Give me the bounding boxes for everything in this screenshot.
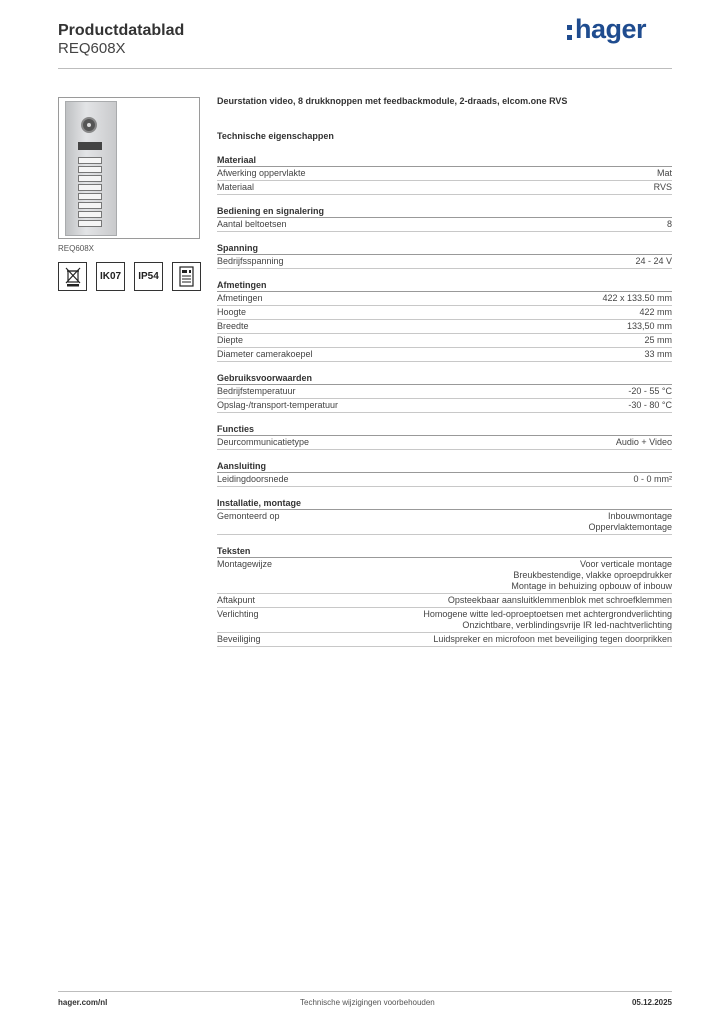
spec-label: Diepte	[217, 335, 244, 345]
spec-group	[217, 154, 672, 195]
spec-row	[217, 633, 672, 647]
spec-value	[667, 219, 672, 230]
spec-group	[217, 423, 672, 450]
speaker-grille	[78, 142, 102, 150]
spec-value	[639, 307, 672, 318]
spec-value-line: Onzichtbare, verblindingsvrije IR led-nachtverlichting	[462, 620, 672, 630]
spec-group-title: Materiaal	[217, 154, 672, 167]
spec-value	[616, 437, 672, 448]
spec-value-line: -20 - 55 °C	[628, 386, 672, 396]
spec-value-line: -30 - 80 °C	[628, 400, 672, 410]
spec-group	[217, 372, 672, 413]
footer-disclaimer: Technische wijzigingen voorbehouden	[300, 998, 435, 1007]
spec-label: Breedte	[217, 321, 249, 331]
spec-group-title: Aansluiting	[217, 460, 672, 473]
spec-value-line: Voor verticale montage	[579, 559, 672, 569]
spec-row	[217, 181, 672, 195]
spec-row	[217, 399, 672, 413]
ik07-badge: IK07	[96, 262, 125, 291]
spec-group-title: Teksten	[217, 545, 672, 558]
footer-date: 05.12.2025	[631, 998, 672, 1007]
spec-group	[217, 497, 672, 535]
spec-row	[217, 608, 672, 633]
spec-value-line: 422 mm	[639, 307, 672, 317]
spec-label: Bedrijfstemperatuur	[217, 386, 296, 396]
spec-value	[628, 400, 672, 411]
spec-label: Bedrijfsspanning	[217, 256, 284, 266]
spec-group-title: Afmetingen	[217, 279, 672, 292]
spec-row	[217, 167, 672, 181]
spec-group	[217, 545, 672, 647]
spec-value	[602, 293, 672, 304]
product-image-caption: REQ608X	[58, 244, 95, 253]
spec-label: Hoogte	[217, 307, 247, 317]
spec-row	[217, 306, 672, 320]
spec-value	[588, 511, 672, 533]
spec-row	[217, 348, 672, 362]
spec-value-line: Oppervlaktemontage	[588, 522, 672, 532]
spec-value	[433, 634, 672, 645]
spec-group-title: Installatie, montage	[217, 497, 672, 510]
spec-value-line: 0 - 0 mm²	[633, 474, 672, 484]
camera-icon	[81, 117, 97, 133]
spec-label: Materiaal	[217, 182, 255, 192]
spec-value	[423, 609, 672, 631]
spec-value	[448, 595, 672, 606]
spec-label: Diameter camerakoepel	[217, 349, 313, 359]
spec-row	[217, 510, 672, 535]
specs-heading: Technische eigenschappen	[217, 131, 334, 141]
spec-label: Montagewijze	[217, 559, 273, 569]
spec-group-title: Spanning	[217, 242, 672, 255]
spec-value	[511, 559, 672, 592]
spec-row	[217, 334, 672, 348]
spec-label: Leidingdoorsnede	[217, 474, 289, 484]
spec-value	[627, 321, 672, 332]
spec-value-line: 8	[666, 219, 672, 229]
spec-row	[217, 558, 672, 594]
footer-website: hager.com/nl	[58, 998, 108, 1007]
spec-value-line: 133,50 mm	[626, 321, 672, 331]
spec-value-line: Inbouwmontage	[607, 511, 672, 521]
page-title: Productdatablad	[58, 22, 185, 39]
spec-label: Verlichting	[217, 609, 259, 619]
spec-label: Afmetingen	[217, 293, 263, 303]
spec-value-line: Breukbestendige, vlakke oproepdrukker	[513, 570, 672, 580]
spec-value	[657, 168, 672, 179]
specifications-table	[217, 154, 672, 647]
spec-label: Aftakpunt	[217, 595, 256, 605]
spec-group	[217, 242, 672, 269]
spec-group	[217, 205, 672, 232]
footer-divider	[58, 991, 672, 992]
spec-label: Beveiliging	[217, 634, 261, 644]
weee-icon	[58, 262, 87, 291]
spec-label: Afwerking oppervlakte	[217, 168, 306, 178]
spec-value-line: 33 mm	[644, 349, 672, 359]
spec-row	[217, 594, 672, 608]
product-description: Deurstation video, 8 drukknoppen met feedbackmodule, 2-draads, elcom.one RVS	[217, 96, 568, 106]
spec-value	[644, 349, 672, 360]
spec-value-line: Audio + Video	[615, 437, 672, 447]
spec-value-line: 25 mm	[644, 335, 672, 345]
spec-group	[217, 460, 672, 487]
spec-value	[654, 182, 672, 193]
spec-row	[217, 255, 672, 269]
spec-value	[635, 256, 672, 267]
spec-label: Aantal beltoetsen	[217, 219, 287, 229]
product-reference: REQ608X	[58, 40, 126, 57]
spec-value-line: Luidspreker en microfoon met beveiliging tegen doorprikken	[433, 634, 672, 644]
spec-row	[217, 292, 672, 306]
spec-value	[633, 474, 672, 485]
logo-dots	[567, 25, 572, 41]
spec-value-line: RVS	[653, 182, 672, 192]
spec-value-line: 422 x 133.50 mm	[602, 293, 672, 303]
spec-group-title: Functies	[217, 423, 672, 436]
spec-value-line: Homogene witte led-oproeptoetsen met achtergrondverlichting	[423, 609, 672, 619]
ip54-badge: IP54	[134, 262, 163, 291]
spec-value	[644, 335, 672, 346]
spec-value-line: Montage in behuizing opbouw of inbouw	[511, 581, 672, 591]
product-image	[58, 97, 200, 239]
spec-label: Opslag-/transport-temperatuur	[217, 400, 339, 410]
spec-group-title: Gebruiksvoorwaarden	[217, 372, 672, 385]
header-divider	[58, 68, 672, 69]
spec-value-line: Mat	[656, 168, 672, 178]
spec-row	[217, 218, 672, 232]
call-buttons	[78, 157, 102, 229]
spec-label: Gemonteerd op	[217, 511, 280, 521]
door-station-panel	[65, 101, 117, 236]
spec-value-line: Opsteekbaar aansluitklemmenblok met schroefklemmen	[447, 595, 672, 605]
spec-group-title: Bediening en signalering	[217, 205, 672, 218]
datasheet-icon	[172, 262, 201, 291]
spec-group	[217, 279, 672, 362]
spec-value-line: 24 - 24 V	[635, 256, 672, 266]
spec-row	[217, 385, 672, 399]
spec-label: Deurcommunicatietype	[217, 437, 310, 447]
spec-row	[217, 320, 672, 334]
spec-row	[217, 473, 672, 487]
hager-logo: hager	[575, 14, 647, 44]
spec-row	[217, 436, 672, 450]
spec-value	[628, 386, 672, 397]
